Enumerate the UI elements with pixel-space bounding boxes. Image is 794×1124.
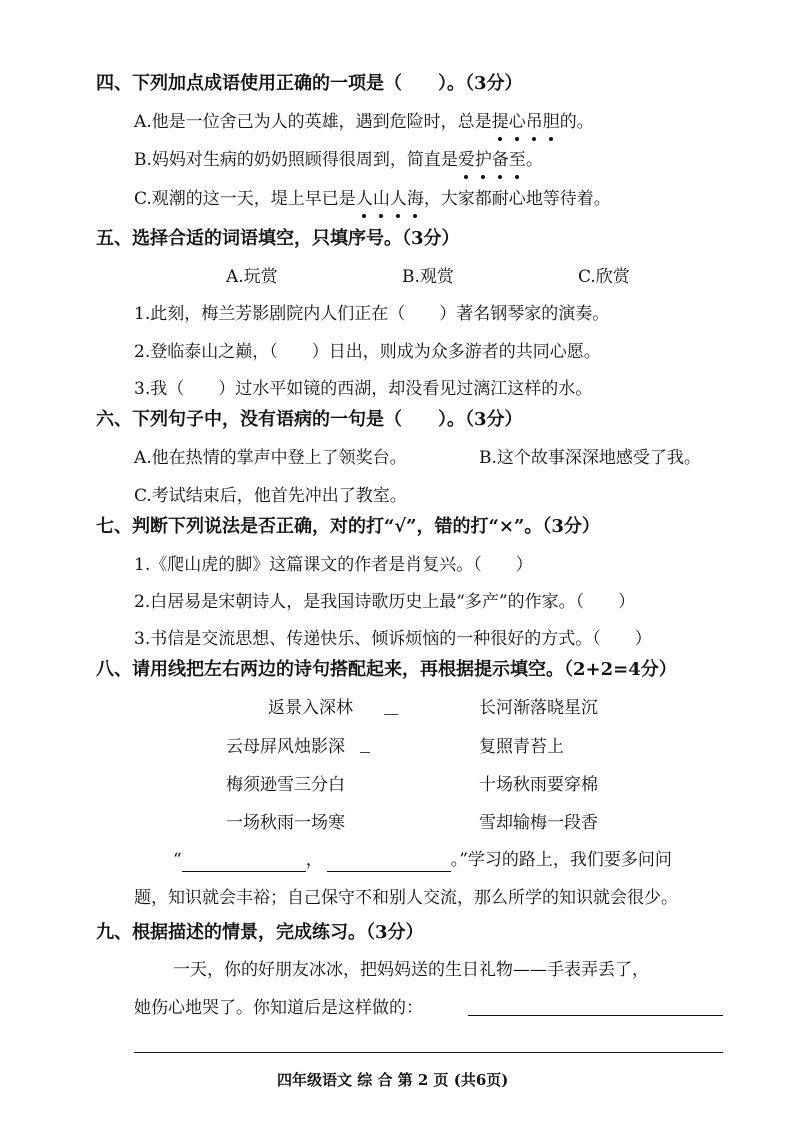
poem-right-3[interactable]: 十场秋雨要穿棉	[479, 775, 598, 795]
q6-option-a: A.他在热情的掌声中登上了领奖台。	[134, 448, 407, 468]
poem-right-2[interactable]: 复照青苔上	[479, 737, 564, 757]
q7-item-2: 2.白居易是宋朝诗人，是我国诗歌历史上最“多产”的作家。（ ）	[134, 592, 636, 612]
q7-item-3: 3.书信是交流思想、传递快乐、倾诉烦恼的一种很好的方式。（ ）	[134, 629, 652, 649]
q5-choice-a: A.玩赏	[226, 267, 278, 287]
pencil-mark	[360, 752, 370, 753]
poem-right-1[interactable]: 长河渐落晓星沉	[479, 698, 598, 718]
pencil-mark	[384, 714, 398, 715]
q8-fill-line: “ ， 。”学习的路上，我们要多问问	[173, 850, 672, 870]
q6-option-b: B.这个故事深深地感受了我。	[479, 448, 701, 468]
answer-blank-2[interactable]	[327, 853, 451, 872]
page-footer: 四年级语文 综 合 第 2 页 (共6页)	[277, 1071, 509, 1089]
q5-choice-c: C.欣赏	[578, 267, 630, 287]
q9-line-1: 一天，你的好朋友冰冰，把妈妈送的生日礼物——手表弄丢了，	[173, 960, 649, 980]
answer-blank-1[interactable]	[182, 853, 306, 872]
q5-item-1: 1.此刻，梅兰芳影剧院内人们正在（ ）著名钢琴家的演奏。	[134, 304, 610, 324]
q6-title: 六、下列句子中，没有语病的一句是（ ）。（3分）	[96, 409, 523, 430]
answer-line-2[interactable]	[134, 1052, 723, 1053]
q5-title: 五、选择合适的词语填空，只填序号。（3分）	[96, 228, 460, 249]
poem-left-2[interactable]: 云母屏风烛影深	[226, 737, 345, 757]
q8-title: 八、请用线把左右两边的诗句搭配起来，再根据提示填空。（2+2=4分）	[96, 659, 677, 680]
q9-line-2: 她伤心地哭了。你知道后是这样做的：	[134, 998, 423, 1018]
answer-line-1[interactable]	[468, 1015, 723, 1016]
q5-item-2: 2.登临泰山之巅，（ ）日出，则成为众多游者的共同心愿。	[134, 342, 601, 362]
q6-option-c: C.考试结束后，他首先冲出了教室。	[134, 486, 407, 506]
q4-option-b: B.妈妈对生病的奶奶照顾得很周到，简直是爱护备至。	[134, 150, 543, 170]
q7-item-1: 1.《爬山虎的脚》这篇课文的作者是肖复兴。（ ）	[134, 555, 533, 575]
poem-left-4[interactable]: 一场秋雨一场寒	[226, 813, 345, 833]
q7-title: 七、判断下列说法是否正确，对的打“√”，错的打“×”。（3分）	[96, 516, 600, 537]
poem-left-3[interactable]: 梅须逊雪三分白	[226, 775, 345, 795]
q4-title: 四、下列加点成语使用正确的一项是（ ）。（3分）	[96, 73, 523, 94]
poem-left-1[interactable]: 返景入深林	[268, 698, 353, 718]
q5-item-3: 3.我（ ）过水平如镜的西湖，却没看见过漓江这样的水。	[134, 379, 593, 399]
q8-fill-continuation: 题，知识就会丰裕；自己保守不和别人交流，那么所学的知识就会很少。	[134, 888, 678, 908]
q4-option-c: C.观潮的这一天，堤上早已是人山人海，大家都耐心地等待着。	[134, 189, 611, 209]
q4-option-a: A.他是一位舍己为人的英雄，遇到危险时，总是提心吊胆的。	[134, 112, 594, 132]
poem-right-4[interactable]: 雪却输梅一段香	[479, 813, 598, 833]
q9-title: 九、根据描述的情景，完成练习。（3分）	[96, 922, 424, 943]
q5-choice-b: B.观赏	[402, 267, 454, 287]
